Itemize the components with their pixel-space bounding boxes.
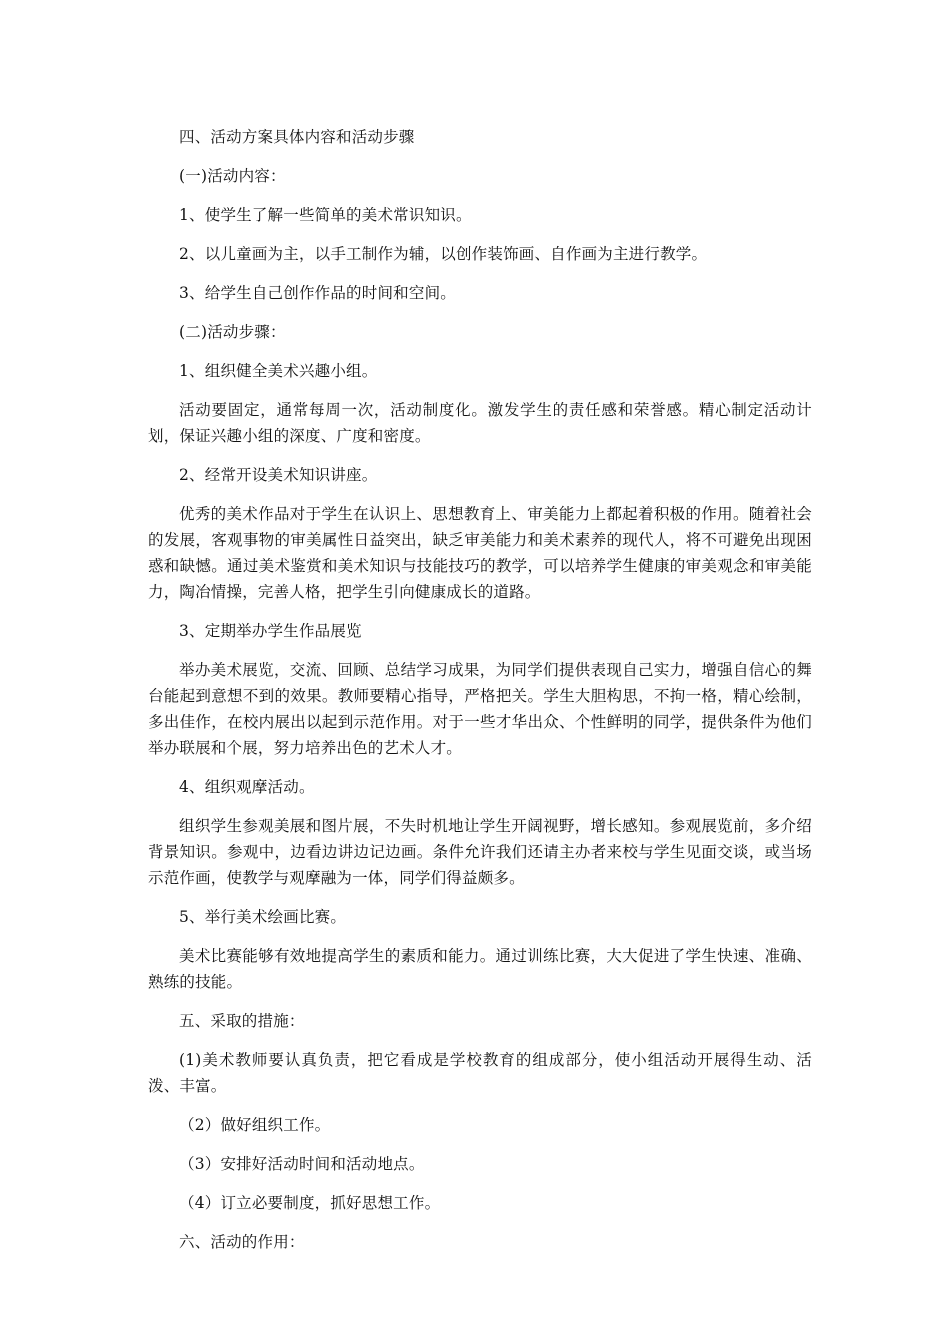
list-item: 4、组织观摩活动。 [179,778,315,796]
subsection-heading: (一)活动内容： [179,167,286,185]
list-item: 3、定期举办学生作品展览 [179,622,362,640]
body-paragraph: 活动要固定，通常每周一次，活动制度化。激发学生的责任感和荣誉感。精心制定活动计划，保证兴趣小组的深度、广度和密度。 [148,401,812,445]
list-item: （3）安排好活动时间和活动地点。 [179,1155,425,1173]
subsection-heading: (二)活动步骤： [179,323,286,341]
body-paragraph: 举办美术展览，交流、回顾、总结学习成果，为同学们提供表现自己实力，增强自信心的舞台能起到意想不到的效果。教师要精心指导，严格把关。学生大胆构思，不拘一格，精心绘制，多出佳作，在校内展出以起到示范作用。对于一些才华出众、个性鲜明的同学，提供条件为他们举办联展和个展，努力培养出色的艺术人才。 [148,661,812,757]
list-item: 2、经常开设美术知识讲座。 [179,466,378,484]
section-heading: 六、活动的作用： [179,1233,305,1251]
section-heading: 四、活动方案具体内容和活动步骤 [179,128,415,146]
list-item: (1)美术教师要认真负责，把它看成是学校教育的组成部分，使小组活动开展得生动、活泼、丰富。 [148,1051,812,1095]
list-item: （4）订立必要制度，抓好思想工作。 [179,1194,441,1212]
list-item: 3、给学生自己创作作品的时间和空间。 [179,284,456,302]
list-item: 1、组织健全美术兴趣小组。 [179,362,378,380]
list-item: 2、以儿童画为主，以手工制作为辅，以创作装饰画、自作画为主进行教学。 [179,245,708,263]
document-body [148,124,812,1255]
section-heading: 五、采取的措施： [179,1012,305,1030]
body-paragraph: 优秀的美术作品对于学生在认识上、思想教育上、审美能力上都起着积极的作用。随着社会的发展，客观事物的审美属性日益突出，缺乏审美能力和美术素养的现代人，将不可避免出现困惑和缺憾。通过美术鉴赏和美术知识与技能技巧的教学，可以培养学生健康的审美观念和审美能力，陶冶情操，完善人格，把学生引向健康成长的道路。 [148,505,812,601]
list-item: （2）做好组织工作。 [179,1116,331,1134]
list-item: 5、举行美术绘画比赛。 [179,908,347,926]
list-item: 1、使学生了解一些简单的美术常识知识。 [179,206,472,224]
body-paragraph: 组织学生参观美展和图片展，不失时机地让学生开阔视野，增长感知。参观展览前，多介绍背景知识。参观中，边看边讲边记边画。条件允许我们还请主办者来校与学生见面交谈，或当场示范作画，使教学与观摩融为一体，同学们得益颇多。 [148,817,812,887]
body-paragraph: 美术比赛能够有效地提高学生的素质和能力。通过训练比赛，大大促进了学生快速、准确、熟练的技能。 [148,947,812,991]
